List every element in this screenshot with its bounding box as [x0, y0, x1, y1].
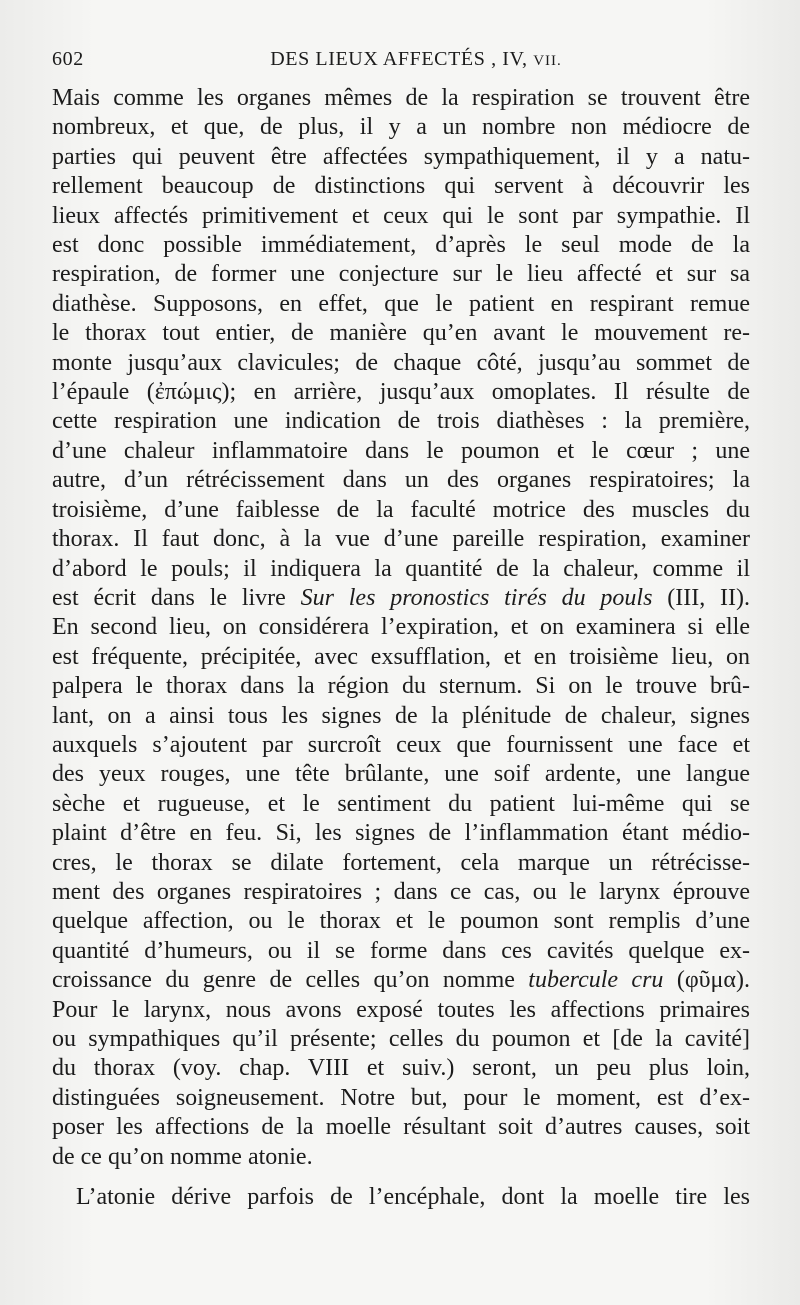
text-line: [52, 172, 750, 201]
text-segment: nombreux, et que, de plus, il y a un nombre non médiocre de: [52, 114, 750, 141]
text-line: [52, 466, 750, 495]
text-line: [52, 113, 750, 142]
text-line: [52, 1183, 750, 1212]
text-segment: (III, II).: [652, 584, 750, 611]
text-segment: est écrit dans le livre: [52, 584, 301, 611]
text-line: [52, 790, 750, 819]
text-segment: l’épaule (ἐπώμις); en arrière, jusqu’aux omoplates. Il résulte de: [52, 379, 750, 406]
text-segment: cette respiration une indication de trois diathèses : la première,: [52, 408, 750, 435]
text-line: [52, 849, 750, 878]
text-segment: de ce qu’on nomme atonie.: [52, 1143, 313, 1170]
text-segment: En second lieu, on considérera l’expiration, et on examinera si elle: [52, 614, 750, 641]
text-segment: respiration, de former une conjecture sur le lieu affecté et sur sa: [52, 261, 750, 288]
text-line: [52, 202, 750, 231]
text-line: [52, 407, 750, 436]
text-line: [52, 613, 750, 642]
text-segment: diathèse. Supposons, en effet, que le patient en respirant remue: [52, 290, 750, 317]
running-title-main: DES LIEUX AFFECTÉS , IV,: [270, 48, 528, 70]
text-segment: Mais comme les organes mêmes de la respiration se trouvent être: [52, 85, 750, 111]
text-segment: auxquels s’ajoutent par surcroît ceux que fournissent une face et: [52, 731, 750, 758]
text-segment: rellement beaucoup de distinctions qui servent à découvrir les: [52, 173, 750, 200]
text-line: [52, 672, 750, 701]
text-segment: L’atonie dérive parfois de l’encéphale, dont la moelle tire les: [76, 1184, 750, 1211]
text-line: [52, 437, 750, 466]
text-segment: le thorax tout entier, de manière qu’en avant le mouvement re-: [52, 320, 750, 347]
text-line: [52, 349, 750, 378]
text-line: [52, 584, 750, 613]
text-line: [52, 1054, 750, 1083]
text-segment: d’une chaleur inflammatoire dans le poumon et le cœur ; une: [52, 437, 750, 464]
text-line: [52, 907, 750, 936]
text-line: [52, 555, 750, 584]
text-line: [52, 143, 750, 172]
text-line: [52, 231, 750, 260]
text-segment: plaint d’être en feu. Si, les signes de l’inflammation étant médio-: [52, 820, 750, 847]
text-line: [52, 525, 750, 554]
running-title-chapter: VII.: [533, 53, 562, 69]
text-line: [52, 731, 750, 760]
text-segment: lant, on a ainsi tous les signes de la plénitude de chaleur, signes: [52, 702, 750, 729]
text-segment: du thorax (voy. chap. VIII et suiv.) seront, un peu plus loin,: [52, 1055, 750, 1082]
text-line: [52, 1025, 750, 1054]
text-segment: est fréquente, précipitée, avec exsufflation, et en troisième lieu, on: [52, 643, 750, 670]
text-line: [52, 702, 750, 731]
text-line: [52, 319, 750, 348]
text-line: [52, 378, 750, 407]
text-line: [52, 496, 750, 525]
text-line: [52, 996, 750, 1025]
text-segment: autre, d’un rétrécissement dans un des organes respiratoires; la: [52, 467, 750, 494]
italic-segment: Sur les pronostics tirés du pouls: [300, 584, 653, 611]
text-segment: sèche et rugueuse, et le sentiment du patient lui-même qui se: [52, 790, 750, 817]
italic-segment: tubercule cru: [528, 967, 664, 994]
text-segment: poser les affections de la moelle résultant soit d’autres causes, soit: [52, 1114, 750, 1141]
text-line: [52, 84, 750, 113]
text-segment: quantité d’humeurs, ou il se forme dans ces cavités quelque ex-: [52, 937, 750, 964]
page-number: 602: [52, 48, 84, 70]
text-segment: ou sympathiques qu’il présente; celles du poumon et [de la cavité]: [52, 1026, 750, 1052]
text-segment: palpera le thorax dans la région du sternum. Si on le trouve brû-: [52, 673, 750, 700]
text-line: [52, 290, 750, 319]
text-segment: croissance du genre de celles qu’on nomme: [52, 967, 529, 994]
text-segment: monte jusqu’aux clavicules; de chaque côté, jusqu’au sommet de: [52, 349, 750, 376]
text-segment: (φῦμα).: [663, 967, 750, 994]
text-line: [52, 643, 750, 672]
text-line: [52, 819, 750, 848]
body-text: [52, 84, 750, 1212]
text-segment: parties qui peuvent être affectées sympathiquement, il y a natu-: [52, 143, 750, 170]
text-line: [52, 260, 750, 289]
text-segment: troisième, d’une faiblesse de la faculté motrice des muscles du: [52, 496, 750, 523]
text-segment: Pour le larynx, nous avons exposé toutes les affections primaires: [52, 996, 750, 1023]
text-segment: d’abord le pouls; il indiquera la quantité de la chaleur, comme il: [52, 555, 750, 582]
running-title: [52, 48, 760, 71]
text-line: [52, 1113, 750, 1142]
text-segment: est donc possible immédiatement, d’après le seul mode de la: [52, 232, 750, 259]
paragraph-gap: [52, 1172, 750, 1183]
text-segment: thorax. Il faut donc, à la vue d’une pareille respiration, examiner: [52, 526, 750, 553]
text-line: [52, 878, 750, 907]
text-line: [52, 760, 750, 789]
text-line: [52, 1143, 750, 1172]
text-segment: lieux affectés primitivement et ceux qui le sont par sympathie. Il: [52, 202, 750, 229]
text-line: [52, 937, 750, 966]
text-segment: distinguées soigneusement. Notre but, pour le moment, est d’ex-: [52, 1084, 750, 1111]
text-segment: des yeux rouges, une tête brûlante, une soif ardente, une langue: [52, 761, 750, 788]
text-segment: cres, le thorax se dilate fortement, cela marque un rétrécisse-: [52, 849, 750, 876]
text-segment: ment des organes respiratoires ; dans ce cas, ou le larynx éprouve: [52, 878, 750, 905]
text-segment: quelque affection, ou le thorax et le poumon sont remplis d’une: [52, 908, 750, 935]
text-line: [52, 966, 750, 995]
text-line: [52, 1084, 750, 1113]
running-head: [52, 48, 760, 76]
